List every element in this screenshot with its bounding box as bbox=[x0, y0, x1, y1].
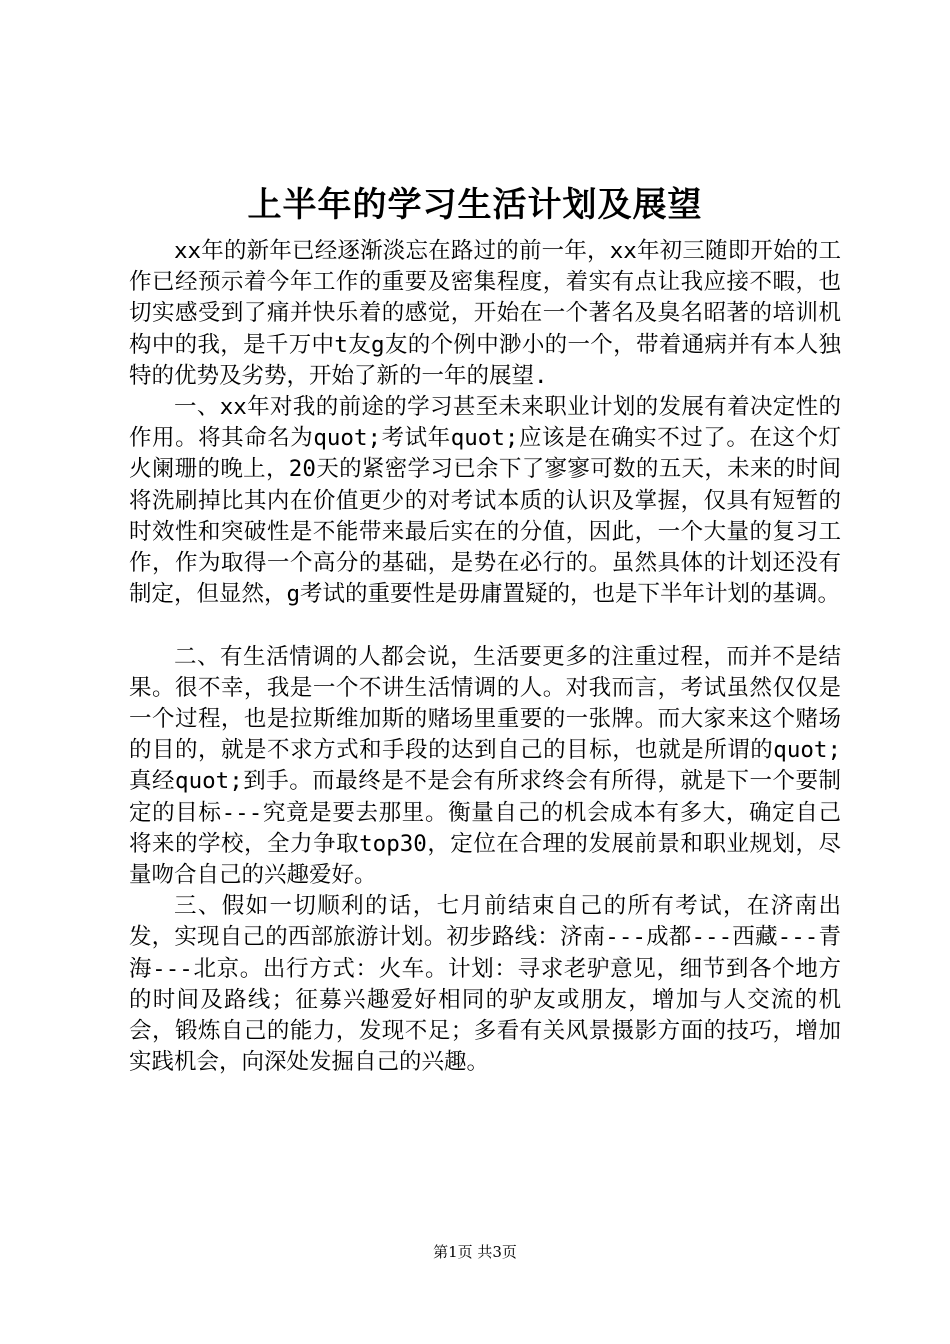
page-number-footer: 第1页 共3页 bbox=[433, 1243, 517, 1261]
paragraph-section-3: 三、假如一切顺利的话，七月前结束自己的所有考试，在济南出发，实现自己的西部旅游计划。初步路线：济南---成都---西藏---青海---北京。出行方式：火车。计划：寻求老驴意见，细节到各个地方的时间及路线；征募兴趣爱好相同的驴友或朋友，增加与人交流的机会，锻炼自己的能力，发现不足；多看有关风景摄影方面的技巧，增加实践机会，向深处发掘自己的兴趣。 bbox=[129, 893, 841, 1076]
paragraph-section-1: 一、xx年对我的前途的学习甚至未来职业计划的发展有着决定性的作用。将其命名为quot;考试年quot;应该是在确实不过了。在这个灯火阑珊的晚上，20天的紧密学习已余下了寥寥可数的五天，未来的时间将洗刷掉比其内在价值更少的对考试本质的认识及掌握，仅具有短暂的时效性和突破性是不能带来最后实在的分值，因此，一个大量的复习工作，作为取得一个高分的基础，是势在必行的。虽然具体的计划还没有制定，但显然，g考试的重要性是毋庸置疑的，也是下半年计划的基调。 bbox=[129, 394, 841, 608]
paragraph-intro: xx年的新年已经逐渐淡忘在路过的前一年，xx年初三随即开始的工作已经预示着今年工作的重要及密集程度，着实有点让我应接不暇，也切实感受到了痛并快乐着的感觉，开始在一个著名及臭名昭著的培训机构中的我，是千万中t友g友的个例中渺小的一个，带着通病并有本人独特的优势及劣势，开始了新的一年的展望. bbox=[129, 238, 841, 389]
document-body bbox=[129, 236, 841, 1078]
paragraph-section-2: 二、有生活情调的人都会说，生活要更多的注重过程，而并不是结果。很不幸，我是一个不讲生活情调的人。对我而言，考试虽然仅仅是一个过程，也是拉斯维加斯的赌场里重要的一张牌。而大家来这个赌场的目的，就是不求方式和手段的达到自己的目标，也就是所谓的quot;真经quot;到手。而最终是不是会有所求终会有所得，就是下一个要制定的目标---究竟是要去那里。衡量自己的机会成本有多大，确定自己将来的学校，全力争取top30，定位在合理的发展前景和职业规划，尽量吻合自己的兴趣爱好。 bbox=[129, 643, 841, 889]
document-title: 上半年的学习生活计划及展望 bbox=[247, 185, 703, 225]
